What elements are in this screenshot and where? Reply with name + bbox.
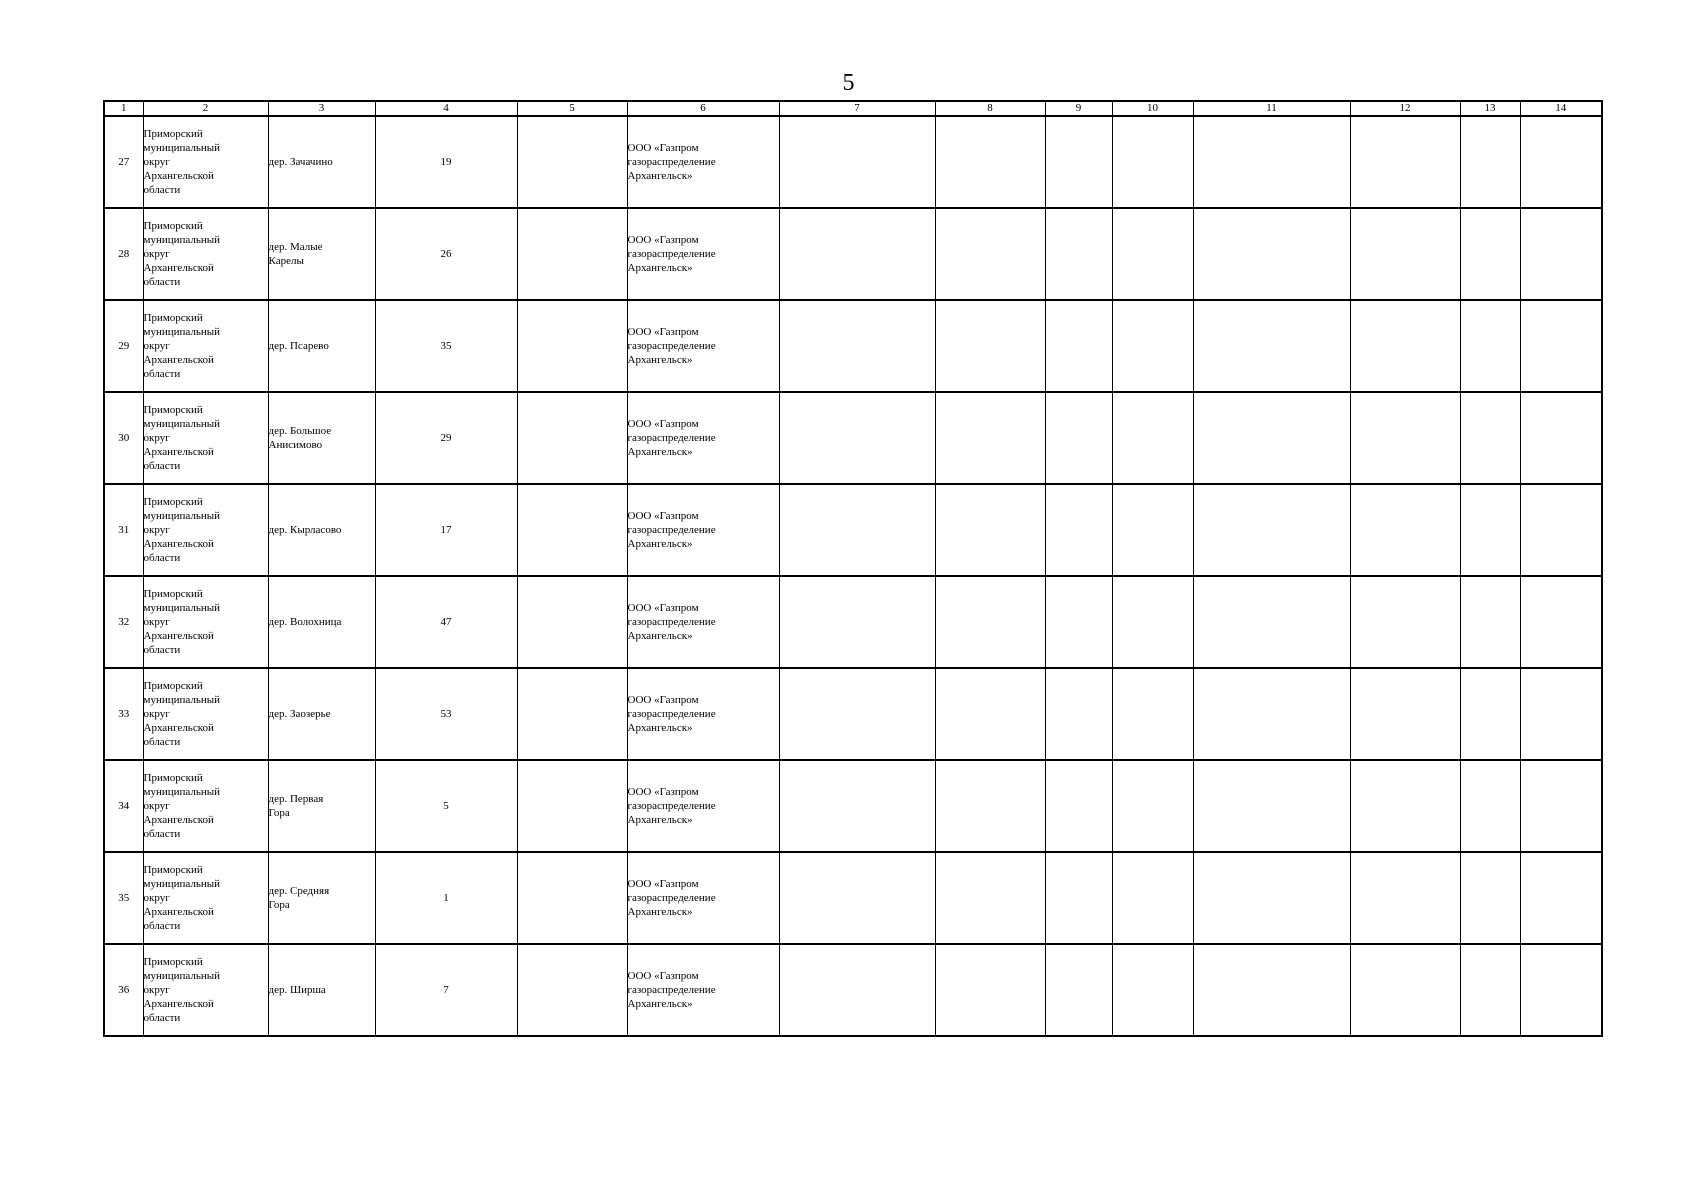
count-cell — [375, 944, 517, 1036]
organization-cell-text: ООО «Газпром газораспределение Архангельск» — [627, 878, 716, 918]
district-cell-text: Приморский муниципальный округ Архангельской области — [143, 864, 221, 932]
empty-cell — [1350, 300, 1460, 392]
empty-cell — [1112, 208, 1193, 300]
table-row — [104, 116, 1602, 208]
empty-cell — [1112, 852, 1193, 944]
empty-cell — [517, 944, 627, 1036]
row-number-cell — [104, 300, 143, 392]
empty-cell — [779, 484, 935, 576]
organization-cell — [627, 760, 779, 852]
organization-cell — [627, 668, 779, 760]
table-row — [104, 300, 1602, 392]
village-cell — [268, 116, 375, 208]
empty-cell — [935, 208, 1045, 300]
empty-cell — [1193, 484, 1350, 576]
empty-cell — [1193, 668, 1350, 760]
column-header: 7 — [779, 101, 935, 116]
count-cell — [375, 576, 517, 668]
row-number-cell — [104, 116, 143, 208]
table-row — [104, 484, 1602, 576]
row-number-cell-text: 29 — [118, 340, 130, 352]
empty-cell — [1460, 668, 1520, 760]
organization-cell-text: ООО «Газпром газораспределение Архангельск» — [627, 234, 716, 274]
table-row — [104, 392, 1602, 484]
empty-cell — [1112, 668, 1193, 760]
empty-cell — [935, 852, 1045, 944]
village-cell-text: дер. Кырласово — [268, 524, 342, 536]
count-cell — [375, 208, 517, 300]
village-cell-text: дер. Большое Анисимово — [268, 425, 332, 451]
column-header: 11 — [1193, 101, 1350, 116]
village-cell — [268, 944, 375, 1036]
village-cell-text: дер. Малые Карелы — [268, 241, 323, 267]
district-cell — [143, 760, 268, 852]
empty-cell — [935, 760, 1045, 852]
organization-cell — [627, 852, 779, 944]
count-cell-text: 19 — [440, 156, 452, 168]
table-row — [104, 668, 1602, 760]
district-cell — [143, 392, 268, 484]
empty-cell — [1193, 852, 1350, 944]
empty-cell — [1112, 760, 1193, 852]
empty-cell — [779, 944, 935, 1036]
row-number-cell-text: 35 — [118, 892, 130, 904]
empty-cell — [1350, 208, 1460, 300]
empty-cell — [935, 116, 1045, 208]
village-cell — [268, 852, 375, 944]
empty-cell — [1520, 760, 1602, 852]
village-cell — [268, 760, 375, 852]
empty-cell — [935, 300, 1045, 392]
row-number-cell — [104, 484, 143, 576]
organization-cell — [627, 484, 779, 576]
empty-cell — [1193, 576, 1350, 668]
count-cell-text: 29 — [440, 432, 452, 444]
row-number-cell — [104, 392, 143, 484]
empty-cell — [1193, 944, 1350, 1036]
district-cell — [143, 208, 268, 300]
empty-cell — [779, 576, 935, 668]
table-row — [104, 944, 1602, 1036]
empty-cell — [517, 300, 627, 392]
empty-cell — [1045, 576, 1112, 668]
empty-cell — [935, 944, 1045, 1036]
empty-cell — [1350, 760, 1460, 852]
empty-cell — [517, 668, 627, 760]
row-number-cell — [104, 852, 143, 944]
row-number-cell-text: 27 — [118, 156, 130, 168]
empty-cell — [1520, 208, 1602, 300]
district-cell — [143, 944, 268, 1036]
organization-cell-text: ООО «Газпром газораспределение Архангельск» — [627, 694, 716, 734]
row-number-cell — [104, 760, 143, 852]
empty-cell — [517, 576, 627, 668]
column-header: 9 — [1045, 101, 1112, 116]
count-cell-text: 26 — [440, 248, 452, 260]
district-cell-text: Приморский муниципальный округ Архангельской области — [143, 220, 221, 288]
empty-cell — [1350, 116, 1460, 208]
column-header: 3 — [268, 101, 375, 116]
empty-cell — [1460, 760, 1520, 852]
count-cell-text: 17 — [440, 524, 452, 536]
empty-cell — [1460, 392, 1520, 484]
empty-cell — [1045, 300, 1112, 392]
district-cell — [143, 116, 268, 208]
row-number-cell-text: 33 — [118, 708, 130, 720]
page-number: 5 — [842, 70, 855, 96]
column-header: 8 — [935, 101, 1045, 116]
empty-cell — [1350, 668, 1460, 760]
empty-cell — [1193, 392, 1350, 484]
row-number-cell — [104, 944, 143, 1036]
count-cell — [375, 392, 517, 484]
table-row — [104, 852, 1602, 944]
district-cell-text: Приморский муниципальный округ Архангельской области — [143, 588, 221, 656]
district-cell — [143, 668, 268, 760]
count-cell-text: 35 — [440, 340, 452, 352]
empty-cell — [935, 484, 1045, 576]
empty-cell — [1520, 944, 1602, 1036]
column-header: 13 — [1460, 101, 1520, 116]
empty-cell — [779, 760, 935, 852]
empty-cell — [935, 576, 1045, 668]
village-cell-text: дер. Зачачино — [268, 156, 333, 168]
column-header: 14 — [1520, 101, 1602, 116]
empty-cell — [1193, 760, 1350, 852]
empty-cell — [1112, 116, 1193, 208]
empty-cell — [1460, 944, 1520, 1036]
row-number-cell — [104, 208, 143, 300]
organization-cell — [627, 944, 779, 1036]
table-body — [104, 116, 1602, 1036]
column-header: 10 — [1112, 101, 1193, 116]
organization-cell-text: ООО «Газпром газораспределение Архангельск» — [627, 418, 716, 458]
empty-cell — [1460, 300, 1520, 392]
column-header: 5 — [517, 101, 627, 116]
row-number-cell-text: 32 — [118, 616, 130, 628]
empty-cell — [1045, 208, 1112, 300]
district-cell-text: Приморский муниципальный округ Архангельской области — [143, 956, 221, 1024]
empty-cell — [1045, 760, 1112, 852]
empty-cell — [1112, 392, 1193, 484]
empty-cell — [1112, 576, 1193, 668]
empty-cell — [517, 116, 627, 208]
row-number-cell-text: 34 — [118, 800, 130, 812]
village-cell — [268, 392, 375, 484]
count-cell-text: 47 — [440, 616, 452, 628]
organization-cell — [627, 576, 779, 668]
village-cell — [268, 208, 375, 300]
empty-cell — [1045, 852, 1112, 944]
empty-cell — [1460, 484, 1520, 576]
empty-cell — [1460, 852, 1520, 944]
empty-cell — [1112, 300, 1193, 392]
empty-cell — [1045, 668, 1112, 760]
count-cell — [375, 300, 517, 392]
count-cell-text: 7 — [443, 984, 449, 996]
organization-cell-text: ООО «Газпром газораспределение Архангельск» — [627, 326, 716, 366]
column-header: 1 — [104, 101, 143, 116]
district-cell — [143, 576, 268, 668]
empty-cell — [517, 208, 627, 300]
empty-cell — [1460, 576, 1520, 668]
empty-cell — [1193, 208, 1350, 300]
count-cell — [375, 668, 517, 760]
empty-cell — [1460, 116, 1520, 208]
organization-cell — [627, 208, 779, 300]
organization-cell-text: ООО «Газпром газораспределение Архангельск» — [627, 142, 716, 182]
organization-cell-text: ООО «Газпром газораспределение Архангельск» — [627, 786, 716, 826]
count-cell-text: 53 — [440, 708, 452, 720]
empty-cell — [1520, 576, 1602, 668]
district-cell — [143, 484, 268, 576]
empty-cell — [1460, 208, 1520, 300]
district-cell-text: Приморский муниципальный округ Архангельской области — [143, 312, 221, 380]
organization-cell — [627, 116, 779, 208]
table-row — [104, 208, 1602, 300]
row-number-cell-text: 28 — [118, 248, 130, 260]
empty-cell — [1350, 484, 1460, 576]
empty-cell — [1350, 944, 1460, 1036]
column-header: 6 — [627, 101, 779, 116]
empty-cell — [779, 208, 935, 300]
organization-cell-text: ООО «Газпром газораспределение Архангельск» — [627, 970, 716, 1010]
village-cell-text: дер. Первая Гора — [268, 793, 324, 819]
column-header: 4 — [375, 101, 517, 116]
count-cell — [375, 760, 517, 852]
empty-cell — [1045, 944, 1112, 1036]
table-row — [104, 760, 1602, 852]
empty-cell — [1520, 392, 1602, 484]
empty-cell — [779, 116, 935, 208]
empty-cell — [779, 392, 935, 484]
table-row — [104, 576, 1602, 668]
empty-cell — [1520, 116, 1602, 208]
empty-cell — [1112, 484, 1193, 576]
empty-cell — [1112, 944, 1193, 1036]
district-cell-text: Приморский муниципальный округ Архангельской области — [143, 680, 221, 748]
empty-cell — [779, 300, 935, 392]
village-cell-text: дер. Ширша — [268, 984, 326, 996]
district-cell-text: Приморский муниципальный округ Архангельской области — [143, 496, 221, 564]
row-number-cell-text: 36 — [118, 984, 130, 996]
empty-cell — [1193, 300, 1350, 392]
village-cell — [268, 668, 375, 760]
empty-cell — [779, 668, 935, 760]
count-cell — [375, 484, 517, 576]
count-cell-text: 5 — [443, 800, 449, 812]
header-row — [104, 101, 1602, 116]
empty-cell — [517, 760, 627, 852]
empty-cell — [517, 852, 627, 944]
village-cell-text: дер. Волохница — [268, 616, 342, 628]
row-number-cell — [104, 668, 143, 760]
row-number-cell-text: 31 — [118, 524, 130, 536]
empty-cell — [779, 852, 935, 944]
empty-cell — [1520, 300, 1602, 392]
organization-cell — [627, 300, 779, 392]
count-cell — [375, 116, 517, 208]
district-cell-text: Приморский муниципальный округ Архангельской области — [143, 772, 221, 840]
district-cell-text: Приморский муниципальный округ Архангельской области — [143, 128, 221, 196]
district-cell — [143, 852, 268, 944]
count-cell — [375, 852, 517, 944]
organization-cell — [627, 392, 779, 484]
empty-cell — [1350, 576, 1460, 668]
organization-cell-text: ООО «Газпром газораспределение Архангельск» — [627, 510, 716, 550]
village-cell-text: дер. Псарево — [268, 340, 329, 352]
empty-cell — [1045, 392, 1112, 484]
village-cell-text: дер. Заозерье — [268, 708, 331, 720]
empty-cell — [1045, 484, 1112, 576]
empty-cell — [517, 484, 627, 576]
row-number-cell — [104, 576, 143, 668]
row-number-cell-text: 30 — [118, 432, 130, 444]
district-cell — [143, 300, 268, 392]
village-cell — [268, 576, 375, 668]
empty-cell — [1045, 116, 1112, 208]
empty-cell — [1520, 852, 1602, 944]
count-cell-text: 1 — [443, 892, 449, 904]
data-table — [103, 100, 1603, 1037]
empty-cell — [1520, 668, 1602, 760]
organization-cell-text: ООО «Газпром газораспределение Архангельск» — [627, 602, 716, 642]
empty-cell — [935, 392, 1045, 484]
column-header: 2 — [143, 101, 268, 116]
empty-cell — [1520, 484, 1602, 576]
empty-cell — [1193, 116, 1350, 208]
village-cell — [268, 484, 375, 576]
village-cell — [268, 300, 375, 392]
empty-cell — [517, 392, 627, 484]
empty-cell — [1350, 392, 1460, 484]
district-cell-text: Приморский муниципальный округ Архангельской области — [143, 404, 221, 472]
empty-cell — [935, 668, 1045, 760]
column-header: 12 — [1350, 101, 1460, 116]
village-cell-text: дер. Средняя Гора — [268, 885, 330, 911]
empty-cell — [1350, 852, 1460, 944]
